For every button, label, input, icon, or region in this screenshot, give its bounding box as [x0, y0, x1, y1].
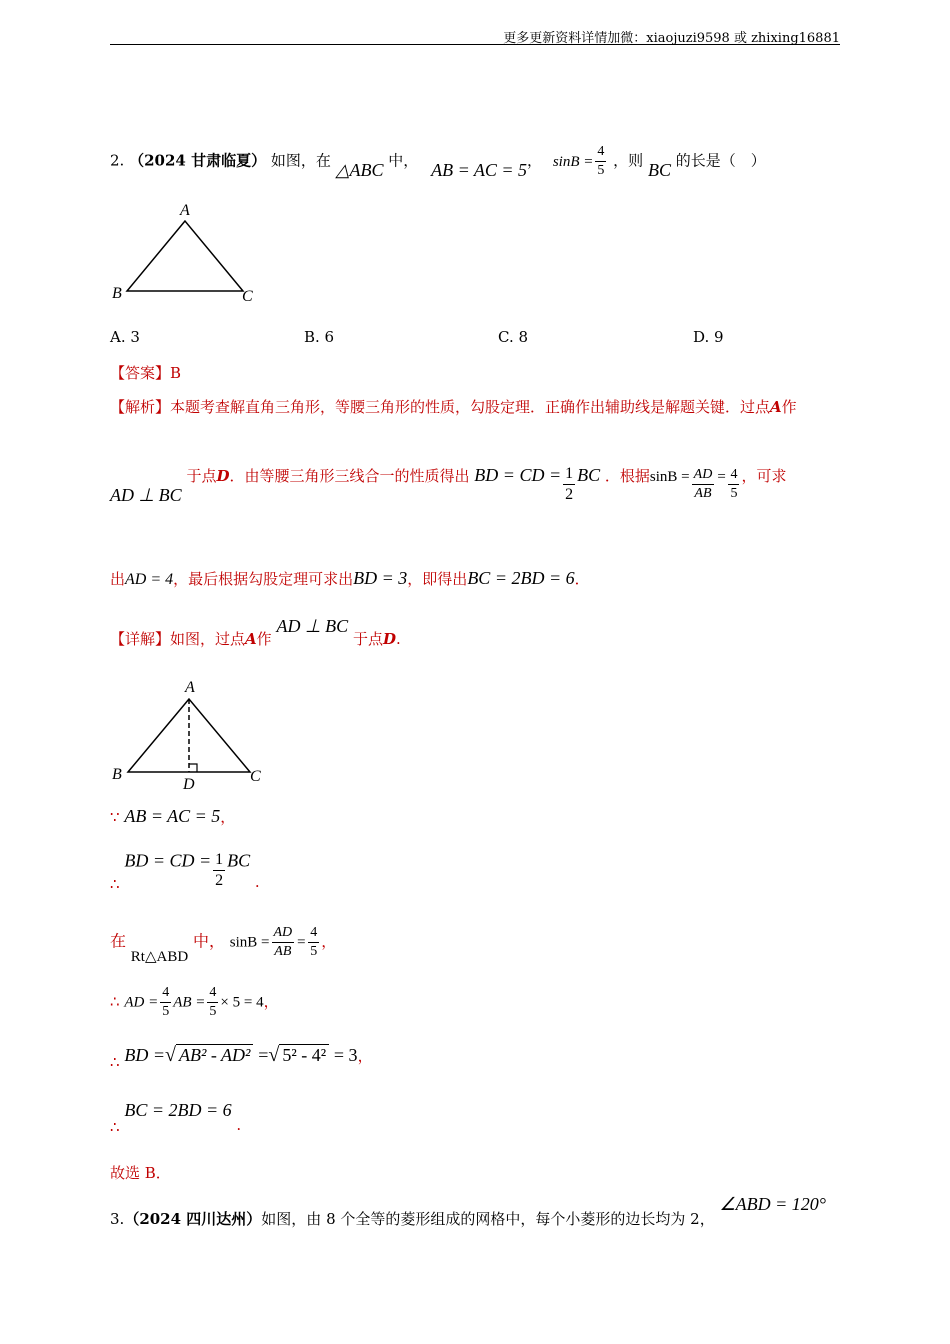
step-4-lhs: AD =	[124, 994, 159, 1011]
fig2-label-a: A	[185, 679, 195, 696]
q2-number: 2.	[110, 151, 125, 170]
step-1-math: AB = AC = 5	[124, 806, 221, 826]
step-3-fraction-2	[308, 926, 319, 959]
q2-triangle-abc: △ABC	[335, 159, 384, 180]
analysis-eq: =	[716, 468, 727, 485]
header-rule	[110, 44, 840, 45]
analysis-text-2c: ．根据	[604, 466, 650, 485]
step-3-mid: 中，	[192, 931, 225, 951]
step-3-fraction-1	[272, 926, 295, 959]
analysis-four-fifths	[728, 468, 739, 501]
step-5-radicand-2: 5² - 4²	[279, 1044, 329, 1065]
analysis-line-3	[110, 568, 590, 589]
analysis-five: 5	[730, 486, 738, 501]
answer-value: B	[170, 364, 182, 382]
step-2-rhs: BC	[227, 850, 251, 871]
question-3-line	[110, 1194, 826, 1229]
detail-label: 【详解】	[110, 630, 171, 648]
analysis-sinb: sinB =	[649, 468, 690, 485]
analysis-ad-ab-fraction	[692, 468, 715, 501]
right-angle-mark	[189, 764, 197, 772]
analysis-label: 【解析】	[110, 398, 171, 416]
analysis-ad: AD	[692, 468, 715, 485]
option-d: D. 9	[693, 328, 724, 346]
option-b: B. 6	[304, 328, 335, 346]
step-4-den-2: 5	[209, 1004, 217, 1019]
analysis-half-fraction	[563, 466, 575, 503]
step-1-end: ，	[220, 808, 236, 826]
analysis-half-num: 1	[563, 466, 575, 485]
step-6-end: .	[236, 1116, 242, 1134]
analysis-point-a: A	[770, 398, 782, 416]
analysis-text-3b: ，最后根据勾股定理可求出	[173, 570, 354, 588]
therefore-symbol-1: ∴	[110, 874, 120, 893]
question-2-line	[110, 145, 766, 178]
step-4-num-1: 4	[160, 986, 171, 1003]
q2-comma: ，	[527, 151, 543, 170]
step-1	[110, 806, 235, 827]
analysis-line-1	[110, 396, 797, 417]
answer-line	[110, 362, 181, 383]
analysis-ad-perp-bc: AD ⊥ BC	[110, 484, 182, 505]
analysis-ab: AB	[694, 486, 712, 501]
detail-text-4: .	[395, 630, 401, 648]
step-3-triangle: Rt△ABD	[130, 948, 189, 965]
step-4	[110, 986, 279, 1019]
detail-text-3: 于点	[352, 630, 383, 648]
q3-angle: ∠ABD = 120°	[719, 1194, 826, 1214]
step-4-den-1: 5	[162, 1004, 170, 1019]
conclusion: 故选 B．	[110, 1164, 171, 1182]
header-text: 更多更新资料详情加微：xiaojuzi9598 或 zhixing16881	[503, 31, 840, 46]
step-3-end: ，	[321, 932, 337, 951]
step-3-eq: =	[296, 934, 307, 951]
step-2-fraction	[213, 852, 225, 889]
step-3-five: 5	[310, 944, 318, 959]
step-3-four: 4	[308, 926, 319, 943]
step-6	[110, 1100, 242, 1136]
detail-text-2: 作	[256, 630, 272, 648]
step-3-ad: AD	[272, 926, 295, 943]
q3-source: （2024 四川达州）	[124, 1210, 262, 1228]
analysis-line-2	[110, 466, 786, 503]
q2-text-3: ，则	[613, 151, 644, 170]
analysis-text-3c: ，即得出	[407, 570, 468, 588]
because-symbol: ∵	[110, 808, 120, 826]
step-5-rhs: = 3	[333, 1045, 358, 1065]
step-2-num: 1	[213, 852, 225, 871]
analysis-text-2a: 于点	[186, 466, 217, 485]
step-4-num-2: 4	[207, 986, 218, 1003]
q2-sin-lhs: sinB =	[552, 153, 594, 170]
analysis-bd-cd: BD = CD =	[474, 464, 562, 485]
step-4-end: ，	[263, 992, 279, 1011]
therefore-symbol-3: ∴	[110, 1053, 120, 1071]
step-5-end: ，	[357, 1047, 373, 1065]
q2-text-2: 中，	[388, 151, 419, 170]
option-c: C. 8	[498, 328, 529, 346]
fig1-label-b: B	[112, 285, 122, 302]
step-5-radicand-1: AB² - AD²	[176, 1044, 253, 1065]
analysis-bc: BC	[577, 464, 601, 485]
analysis-text-3a: 出	[110, 570, 126, 588]
fig2-label-d: D	[183, 776, 195, 793]
detail-line	[110, 616, 401, 649]
step-2-lhs: BD = CD =	[124, 850, 212, 871]
detail-point-d: D	[382, 630, 396, 648]
step-5	[110, 1044, 373, 1071]
step-4-fraction-2	[207, 986, 218, 1019]
analysis-text-2b: ．由等腰三角形三线合一的性质得出	[229, 466, 470, 485]
analysis-four: 4	[728, 468, 739, 485]
step-4-fraction-1	[160, 986, 171, 1019]
analysis-text-1: 本题考查解直角三角形，等腰三角形的性质，勾股定理．正确作出辅助线是解题关键．过点	[170, 398, 771, 416]
figure-triangle-abc	[105, 195, 265, 310]
detail-ad-perp-bc: AD ⊥ BC	[276, 616, 349, 636]
analysis-bc6: BC = 2BD = 6	[467, 568, 575, 588]
therefore-symbol-4: ∴	[110, 1118, 120, 1136]
step-3-in: 在	[110, 931, 127, 951]
step-2-end: .	[254, 872, 260, 891]
detail-point-a: A	[245, 630, 257, 648]
q3-text: 如图，由 8 个全等的菱形组成的网格中，每个小菱形的边长均为 2，	[261, 1210, 715, 1228]
detail-text-1: 如图，过点	[170, 630, 246, 648]
step-4-mid: AB =	[173, 994, 206, 1011]
analysis-text-1-end: 作	[781, 398, 797, 416]
step-2	[110, 844, 260, 893]
step-4-rhs: × 5 = 4	[220, 994, 264, 1011]
q2-source: （2024 甘肃临夏）	[129, 151, 267, 170]
q2-equation-ab-ac: AB = AC = 5	[431, 159, 528, 180]
q3-number: 3.	[110, 1210, 125, 1228]
fig1-label-a: A	[180, 202, 190, 219]
q2-bc: BC	[647, 159, 671, 180]
step-3-sin: sinB =	[229, 934, 270, 951]
triangle-abc-shape	[127, 221, 243, 291]
q2-sin-fraction	[595, 145, 606, 178]
q2-text-1: 如图，在	[270, 151, 331, 170]
q2-sin-denominator: 5	[597, 163, 605, 178]
sqrt-symbol-2: √	[268, 1044, 280, 1066]
step-5-eq: =	[258, 1045, 269, 1065]
fig1-label-c: C	[242, 288, 253, 305]
analysis-point-d: D	[216, 466, 230, 485]
fig2-label-c: C	[250, 768, 261, 785]
figure-triangle-abd	[105, 672, 275, 797]
q2-sin-numerator: 4	[595, 145, 606, 162]
analysis-bd3: BD = 3	[353, 568, 408, 588]
analysis-text-2d: ，可求	[741, 466, 787, 485]
analysis-text-3d: ．	[574, 570, 590, 588]
option-a: A. 3	[110, 328, 140, 346]
step-3-ab: AB	[274, 944, 292, 959]
therefore-symbol-2: ∴	[110, 992, 120, 1011]
step-5-lhs: BD =	[124, 1045, 165, 1065]
step-2-den: 2	[215, 872, 224, 889]
step-6-math: BC = 2BD = 6	[124, 1100, 232, 1120]
fig2-label-b: B	[112, 766, 122, 783]
sqrt-symbol-1: √	[164, 1044, 176, 1066]
step-3	[110, 925, 337, 965]
q2-text-4: 的长是（ ）	[675, 151, 766, 170]
answer-label: 【答案】	[110, 364, 171, 382]
analysis-half-den: 2	[565, 486, 574, 503]
analysis-ad4: AD = 4	[125, 571, 174, 588]
